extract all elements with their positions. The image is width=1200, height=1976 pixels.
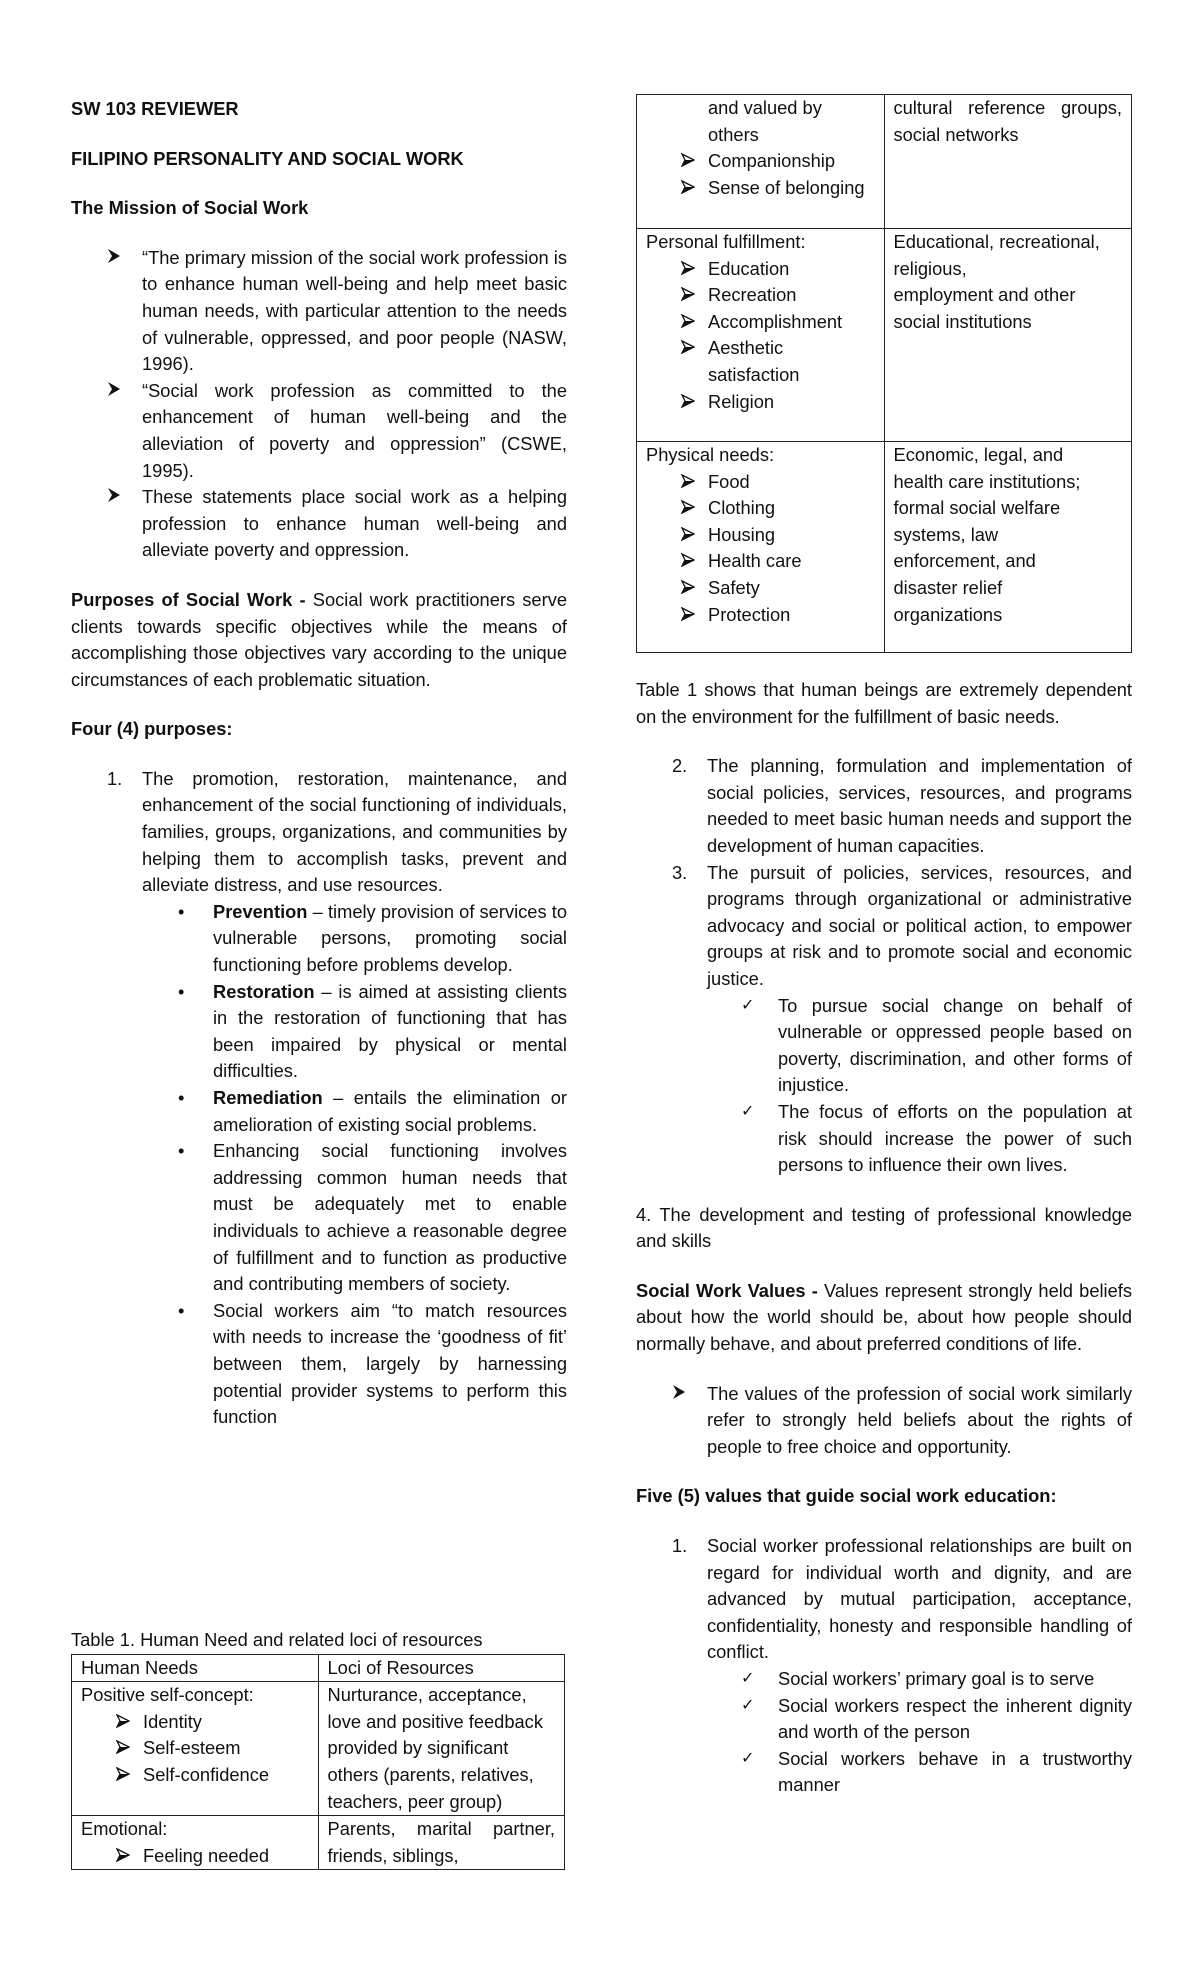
open-arrow-bullet-icon: [681, 575, 695, 602]
purpose-item-4: 4. The development and testing of professional knowledge and skills: [636, 1203, 1132, 1252]
bullet-item: • Social workers aim “to match resources with needs to increase the ‘goodness of fit’ between them, largely by harnessing potential provider systems to perform this function: [178, 1299, 567, 1428]
open-arrow-bullet-icon: [116, 1843, 130, 1870]
need-item: Education: [646, 256, 875, 283]
need-item: Recreation: [646, 282, 875, 309]
resource-cell: Nurturance, acceptance, love and positive feedback provided by significant others (parents, relatives, teachers, peer group): [318, 1682, 565, 1816]
need-continued-text: and valued by others: [708, 97, 822, 145]
check-item: ✓ To pursue social change on behalf of vulnerable or oppressed people based on poverty, discrimination, and other forms of injustice.: [741, 994, 1132, 1096]
checkmark-icon: ✓: [741, 1102, 755, 1120]
need-item: Sense of belonging: [646, 175, 875, 202]
open-arrow-bullet-icon: [681, 389, 695, 416]
list-number: 1.: [107, 767, 123, 789]
open-arrow-bullet-icon: [681, 495, 695, 522]
table-row: [637, 95, 1132, 229]
arrow-bullet-icon: [107, 245, 121, 272]
values-arrow-item: The values of the profession of social work similarly refer to strongly held beliefs about the rights of people to free choice and opportunity.: [636, 1381, 1132, 1461]
mission-list: [71, 245, 567, 564]
table-header-cell: Loci of Resources: [318, 1654, 565, 1682]
table-row: [72, 1816, 565, 1870]
arrow-bullet-icon: [107, 484, 121, 511]
need-item: Protection: [646, 602, 875, 629]
checkmark-icon: ✓: [741, 1696, 755, 1714]
dot-bullet-icon: •: [178, 1299, 185, 1321]
check-item: ✓ Social workers respect the inherent dignity and worth of the person: [741, 1694, 1132, 1743]
open-arrow-bullet-icon: [681, 148, 695, 175]
right-column: [636, 94, 1132, 1799]
open-arrow-bullet-icon: [681, 335, 695, 362]
check-item: ✓ Social workers behave in a trustworthy manner: [741, 1747, 1132, 1796]
dot-bullet-icon: •: [178, 1087, 185, 1108]
open-arrow-bullet-icon: [681, 282, 695, 309]
purpose-item-1: 1. The promotion, restoration, maintenance, and enhancement of the social functioning of individuals, families, groups, organizations, and communities by helping them to accomplish tasks, prevent and alleviate distress, and use resources.: [107, 767, 567, 896]
open-arrow-bullet-icon: [681, 175, 695, 202]
table-row: [637, 442, 1132, 653]
purposes-term: Purposes of Social Work -: [71, 588, 306, 610]
open-arrow-bullet-icon: [681, 522, 695, 549]
table-row: [637, 229, 1132, 442]
arrow-bullet-icon: [672, 1381, 686, 1408]
dot-bullet-icon: •: [178, 1140, 185, 1162]
mission-item: These statements place social work as a helping profession to enhance human well-being and alleviate poverty and oppression.: [71, 484, 567, 564]
resource-cell: cultural reference groups, social networks: [884, 95, 1132, 229]
mission-heading: The Mission of Social Work: [71, 197, 309, 219]
bullet-item: • Remediation – entails the elimination or amelioration of existing social problems.: [178, 1087, 567, 1135]
table1-caption: Table 1. Human Need and related loci of resources: [71, 1629, 483, 1650]
open-arrow-bullet-icon: [681, 548, 695, 575]
values-paragraph: Social Work Values - Values represent strongly held beliefs about how the world should be, about how people should normally behave, and about preferred conditions of life.: [636, 1279, 1133, 1355]
checkmark-icon: ✓: [741, 1670, 755, 1687]
resource-cell: Parents, marital partner, friends, siblings,: [318, 1816, 565, 1870]
checkmark-icon: ✓: [741, 1749, 755, 1767]
resource-cell: Economic, legal, and health care institutions; formal social welfare systems, law enforcement, and disaster relief organizations: [884, 442, 1132, 653]
left-column: [71, 96, 567, 1431]
dot-bullet-icon: •: [178, 980, 185, 1002]
need-item: Safety: [646, 575, 875, 602]
open-arrow-bullet-icon: [681, 256, 695, 283]
value-item-1: 1. Social worker professional relationships are built on regard for individual worth and dignity, and are advanced by mutual participation, acceptance, confidentiality, honesty and responsible handling of conflict.: [672, 1535, 1132, 1663]
document-subtitle: FILIPINO PERSONALITY AND SOCIAL WORK: [71, 147, 464, 169]
purposes-count-heading: Four (4) purposes:: [71, 718, 233, 740]
bullet-item: • Restoration – is aimed at assisting clients in the restoration of functioning that has been impaired by physical or mental difficulties.: [178, 980, 567, 1082]
need-label: Emotional:: [81, 1818, 168, 1840]
need-item: Companionship: [646, 148, 875, 175]
need-item: Aesthetic satisfaction: [646, 335, 875, 388]
purpose-item-3: 3. The pursuit of policies, services, resources, and programs through organizational or administrative advocacy and social or political action, to empower groups at risk and to promote social and economic justice.: [672, 861, 1132, 989]
purposes-paragraph: Purposes of Social Work - Social work practitioners serve clients towards specific objectives while the means of accomplishing those objectives vary according to the unique circumstances of each problematic situation.: [71, 588, 567, 690]
need-item: Feeling needed: [81, 1843, 309, 1870]
need-item: Food: [646, 469, 875, 496]
bullet-item: • Prevention – timely provision of services to vulnerable persons, promoting social functioning before problems develop.: [178, 900, 567, 976]
need-item: Religion: [646, 389, 875, 416]
mission-item: “Social work profession as committed to the enhancement of human well-being and the alleviation of poverty and oppression” (CSWE, 1995).: [71, 378, 567, 484]
check-item: ✓ Social workers’ primary goal is to serve: [636, 1666, 1132, 1693]
table1-continued: [636, 94, 1132, 653]
need-item: Identity: [81, 1709, 309, 1736]
table-row: [72, 1682, 565, 1816]
need-label: Positive self-concept:: [81, 1684, 254, 1706]
open-arrow-bullet-icon: [681, 602, 695, 629]
open-arrow-bullet-icon: [116, 1709, 130, 1736]
check-item: ✓ The focus of efforts on the population at risk should increase the power of such persons to influence their own lives.: [741, 1100, 1132, 1176]
open-arrow-bullet-icon: [116, 1735, 130, 1762]
need-item: Housing: [646, 522, 875, 549]
need-item: Clothing: [646, 495, 875, 522]
need-item: Self-confidence: [81, 1762, 309, 1789]
bullet-item: • Enhancing social functioning involves addressing common human needs that must be adequately met to enable individuals to achieve a reasonable degree of fulfillment and to function as productive and contributing members of society.: [178, 1140, 567, 1295]
table1: [71, 1654, 565, 1871]
list-number: 1.: [672, 1535, 688, 1557]
list-number: 3.: [672, 861, 688, 883]
checkmark-icon: ✓: [741, 996, 755, 1014]
need-label: Personal fulfillment:: [646, 231, 806, 252]
purpose-item-2: 2. The planning, formulation and implementation of social policies, services, resources, and programs needed to meet basic human needs and support the development of human capacities.: [672, 755, 1132, 856]
values-term: Social Work Values -: [636, 1279, 818, 1301]
list-number: 2.: [672, 755, 688, 777]
table1-summary: Table 1 shows that human beings are extremely dependent on the environment for the fulfillment of basic needs.: [636, 679, 1132, 727]
need-item: Accomplishment: [646, 309, 875, 336]
need-item: Health care: [646, 548, 875, 575]
open-arrow-bullet-icon: [116, 1762, 130, 1789]
values-count-heading: Five (5) values that guide social work education:: [636, 1485, 1057, 1507]
purpose-1-bullets: [71, 899, 567, 1431]
dot-bullet-icon: •: [178, 900, 185, 922]
mission-item: “The primary mission of the social work profession is to enhance human well-being and help meet basic human needs, with particular attention to the needs of vulnerable, oppressed, and poor people (NASW, 1996).: [71, 245, 567, 378]
resource-cell: Educational, recreational, religious, employment and other social institutions: [884, 229, 1132, 442]
table1-block: [71, 1627, 565, 1870]
open-arrow-bullet-icon: [681, 309, 695, 336]
table-header-cell: Human Needs: [72, 1654, 319, 1682]
need-label: Physical needs:: [646, 444, 775, 465]
need-item: Self-esteem: [81, 1735, 309, 1762]
arrow-bullet-icon: [107, 378, 121, 405]
open-arrow-bullet-icon: [681, 469, 695, 496]
document-title: SW 103 REVIEWER: [71, 98, 239, 119]
table-header-row: [72, 1654, 565, 1682]
